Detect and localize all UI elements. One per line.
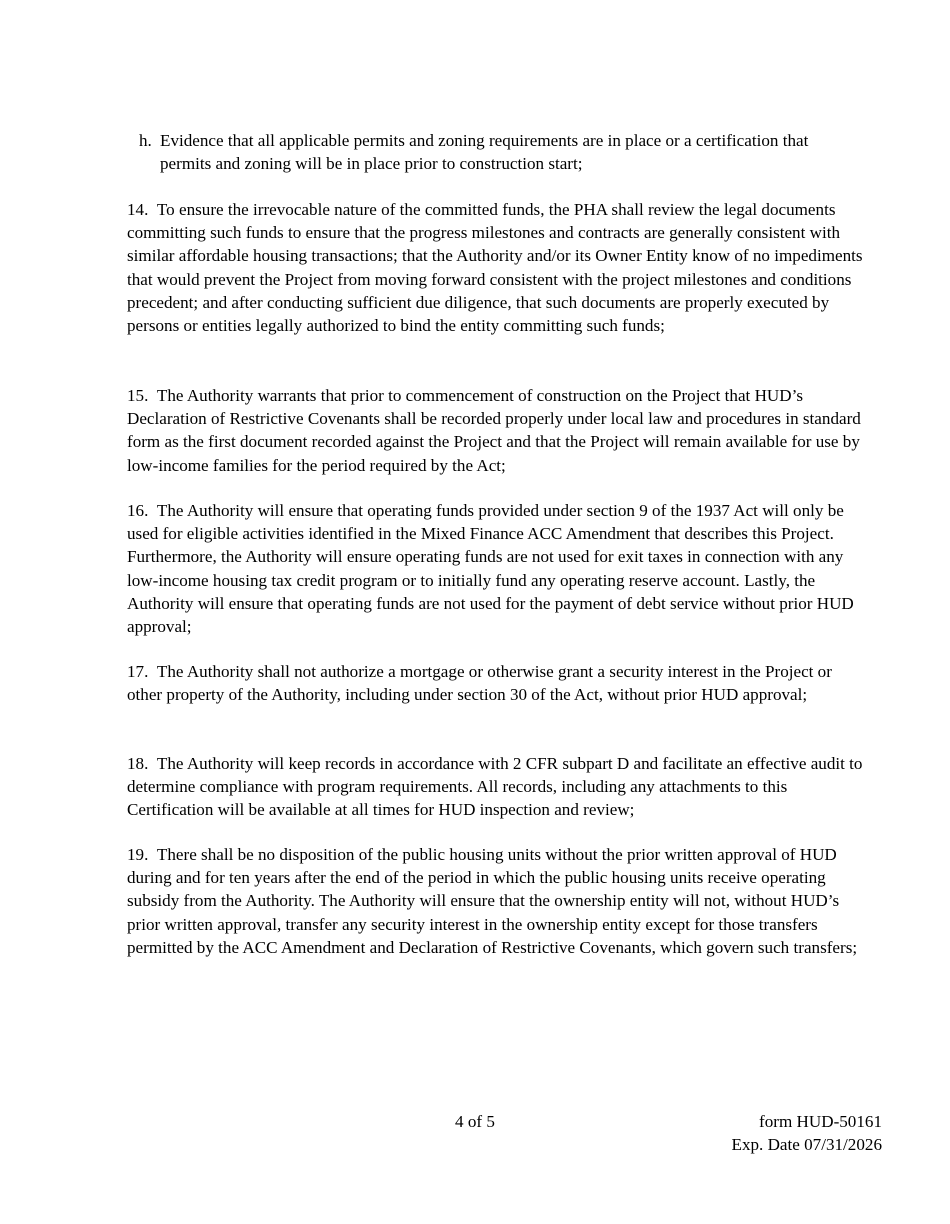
paragraph-text: The Authority will ensure that operating funds provided under section 9 of the 1937 Act will only be used for eligible activities identified in the Mixed Finance ACC Amendment that describes this Project. Furthermore, the Authority will ensure operating funds are not used for exit taxes in connection with any low-income housing tax credit program or to initially fund any operating reserve account. Lastly, the Authority will ensure that operating funds are not used for the payment of debt service without prior HUD approval; [127, 501, 854, 637]
form-identifier [732, 1110, 883, 1156]
list-item-marker: h. [139, 131, 152, 150]
paragraph-number: 15. [127, 386, 149, 405]
paragraph-19 [127, 843, 867, 959]
paragraph-18 [127, 752, 867, 822]
paragraph-text: The Authority shall not authorize a mortgage or otherwise grant a security interest in the Project or other property of the Authority, including under section 30 of the Act, without prior HUD approval; [127, 662, 832, 705]
paragraph-15 [127, 384, 867, 477]
paragraph-text: The Authority will keep records in accordance with 2 CFR subpart D and facilitate an effective audit to determine compliance with program requirements. All records, including any attachments to this Certification will be available at all times for HUD inspection and review; [127, 754, 863, 820]
page-number: 4 of 5 [455, 1112, 495, 1131]
paragraph-number: 14. [127, 200, 149, 219]
paragraph-text: There shall be no disposition of the public housing units without the prior written approval of HUD during and for ten years after the end of the period in which the public housing units receive operating subsidy from the Authority. The Authority will ensure that the ownership entity will not, without HUD’s prior written approval, transfer any security interest in the ownership entity except for those transfers permitted by the ACC Amendment and Declaration of Restrictive Covenants, which govern such transfers; [127, 845, 858, 957]
paragraph-16 [127, 499, 867, 638]
paragraph-number: 18. [127, 754, 149, 773]
paragraph-number: 19. [127, 845, 149, 864]
paragraph-number: 17. [127, 662, 149, 681]
expiration-date: Exp. Date 07/31/2026 [731, 1135, 882, 1155]
paragraph-text: To ensure the irrevocable nature of the committed funds, the PHA shall review the legal documents committing such funds to ensure that the progress milestones and contracts are generally consistent with similar affordable housing transactions; that the Authority and/or its Owner Entity know of no impediments that would prevent the Project from moving forward consistent with the project milestones and conditions precedent; and after conducting sufficient due diligence, that such documents are properly executed by persons or entities legally authorized to bind the entity committing such funds; [127, 200, 863, 336]
paragraph-17 [127, 660, 867, 706]
list-item-h [139, 129, 859, 175]
paragraph-14 [127, 198, 867, 337]
paragraph-text: The Authority warrants that prior to commencement of construction on the Project that HUD’s Declaration of Restrictive Covenants shall be recorded properly under local law and procedures in standard form as the first document recorded against the Project and that the Project will remain available for use by low-income families for the period required by the Act; [127, 386, 861, 475]
form-name: form HUD-50161 [759, 1112, 882, 1131]
list-item-text: Evidence that all applicable permits and zoning requirements are in place or a certification that permits and zoning will be in place prior to construction start; [160, 131, 809, 174]
paragraph-number: 16. [127, 501, 149, 520]
